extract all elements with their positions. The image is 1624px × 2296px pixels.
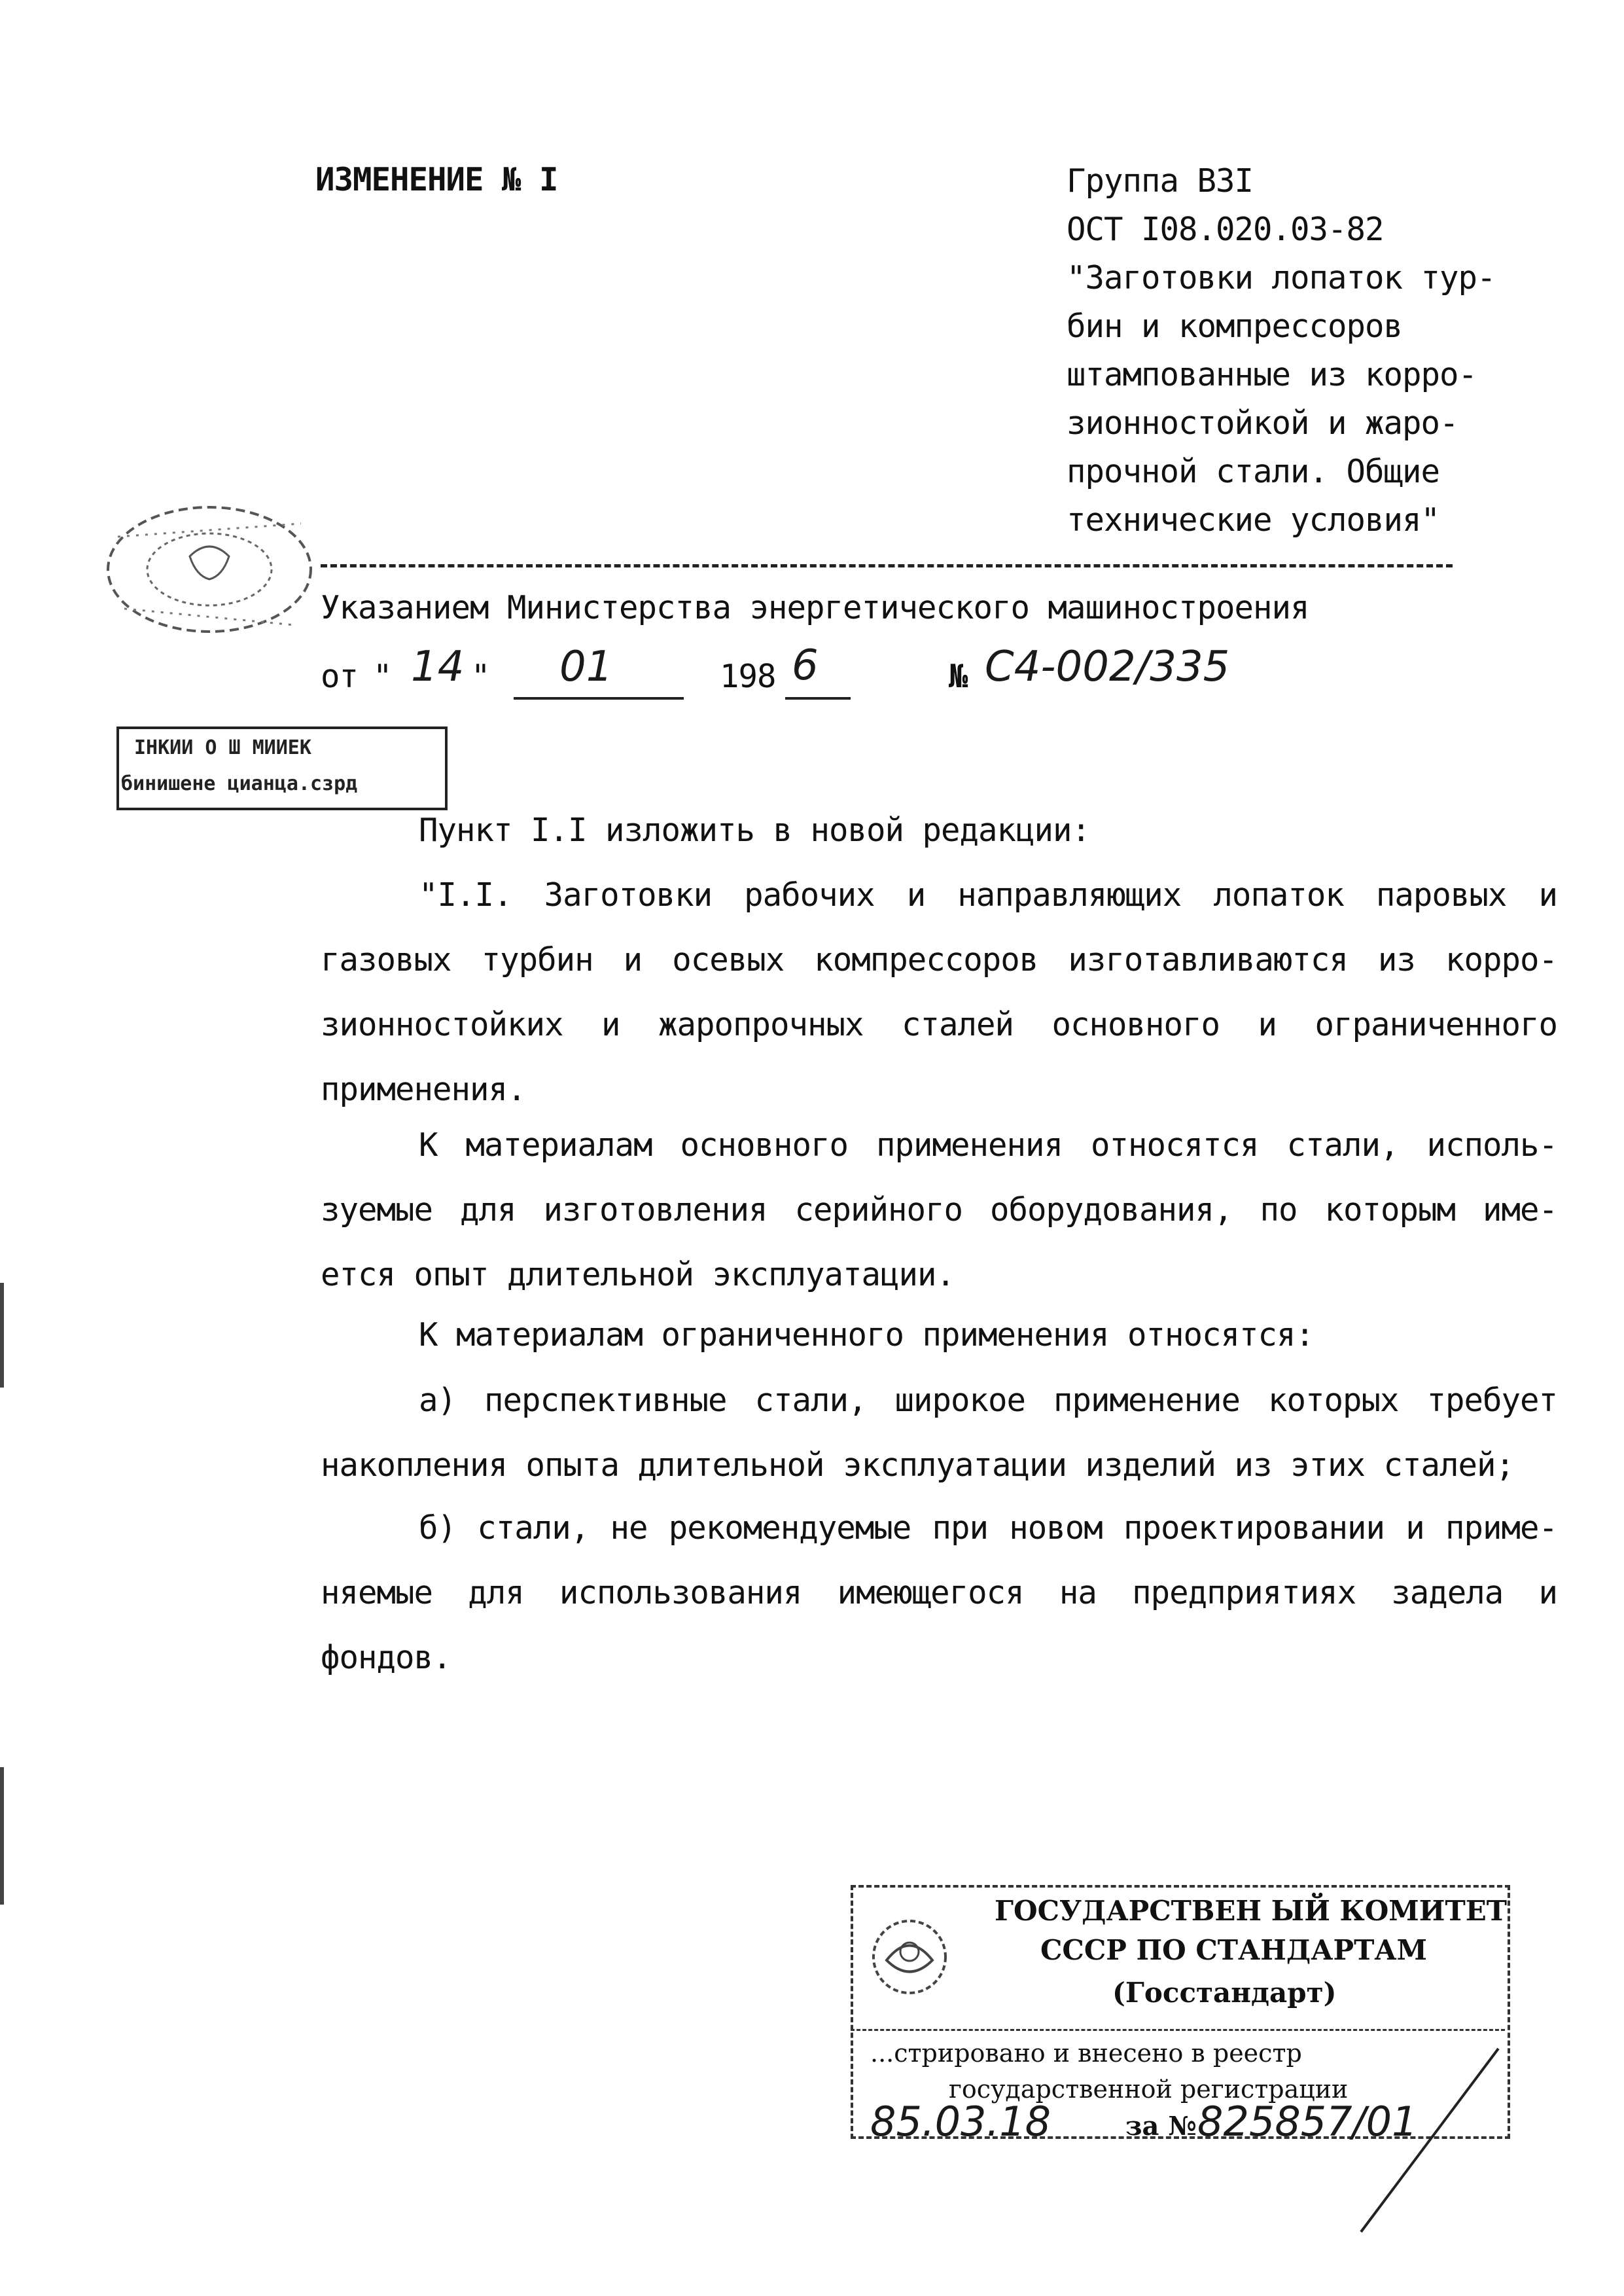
header-divider xyxy=(321,564,1453,567)
group-block xyxy=(1067,157,1564,545)
scan-edge-mark xyxy=(0,1767,4,1905)
directive-line: Указанием Министерства энергетического машиностроения xyxy=(321,589,1309,626)
change-title: ИЗМЕНЕНИЕ № I xyxy=(315,161,558,198)
stamp-state-registration: государственной регистрации xyxy=(949,2075,1349,2104)
paragraph-item-a: а) перспективные стали, широкое применение которых требует накопления опыта длительной эксплуатации изделий из этих сталей; xyxy=(321,1382,1557,1484)
paragraph-item-b: б) стали, не рекомендуемые при новом проектировании и приме-няемые для использования имеющегося на предприятиях задела и фондов. xyxy=(321,1509,1557,1676)
paragraph-1-1: "I.I. Заготовки рабочих и направляющих лопаток паровых и газовых турбин и осевых компрессоров изготавливаются из корро-зионностойких и жаропрочных сталей основного и ограниченного применения. xyxy=(321,876,1557,1108)
handwritten-reg-date: 85.03.18 xyxy=(870,2098,1051,2145)
stamp-committee: ГОСУДАРСТВЕН ЫЙ КОМИТЕТ xyxy=(995,1895,1507,1927)
intro-line: Пункт I.I изложить в новой редакции: xyxy=(419,812,1091,849)
group-line: ОСТ I08.020.03-82 xyxy=(1067,211,1384,248)
handwritten-month: 01 xyxy=(559,643,613,691)
number-label: № xyxy=(949,658,968,695)
month-underline xyxy=(514,697,684,700)
group-line: "Заготовки лопаток тур- xyxy=(1067,259,1496,296)
stamp-ussr: СССР ПО СТАНДАРТАМ xyxy=(1040,1934,1428,1966)
stamp-line: бинишене цианца.сзрд xyxy=(121,772,358,795)
group-line: бин и компрессоров xyxy=(1067,308,1403,345)
stamp-gosstandart: (Госстандарт) xyxy=(1112,1977,1337,2009)
stamp-registered: ...стрировано и внесено в реестр xyxy=(870,2039,1302,2068)
quote-close: " xyxy=(471,658,490,695)
group-line: зионностойкой и жаро- xyxy=(1067,404,1458,442)
emblem-icon xyxy=(864,1911,955,2003)
registration-stamp-divider xyxy=(851,2029,1505,2031)
stamp-line: ІНКИИ О Ш МИИЕК xyxy=(134,736,311,759)
year-underline xyxy=(785,697,851,700)
group-line: прочной стали. Общие xyxy=(1067,453,1440,490)
from-label: от xyxy=(321,658,359,695)
handwritten-number: С4-002/335 xyxy=(985,643,1230,691)
group-line: технические условия" xyxy=(1067,501,1440,539)
round-seal-stamp xyxy=(98,497,321,648)
paragraph-main-materials: К материалам основного применения относятся стали, исполь-зуемые для изготовления серийного оборудования, по которым име-ется опыт длительной эксплуатации. xyxy=(321,1126,1557,1293)
handwritten-reg-number: 825857/01 xyxy=(1197,2098,1418,2145)
group-line: штампованные из корро- xyxy=(1067,356,1477,393)
group-line: Группа ВЗI xyxy=(1067,162,1254,200)
scan-edge-mark xyxy=(0,1283,4,1388)
stamp-for-label: за № xyxy=(1125,2111,1197,2142)
quote-open: " xyxy=(373,658,392,695)
handwritten-year-suffix: 6 xyxy=(792,641,819,690)
year-prefix: 198 xyxy=(720,658,776,695)
handwritten-day: 14 xyxy=(411,643,465,691)
paragraph-limited-materials: К материалам ограниченного применения относятся: xyxy=(419,1316,1315,1354)
handwritten-slash-mark xyxy=(1348,2042,1518,2238)
